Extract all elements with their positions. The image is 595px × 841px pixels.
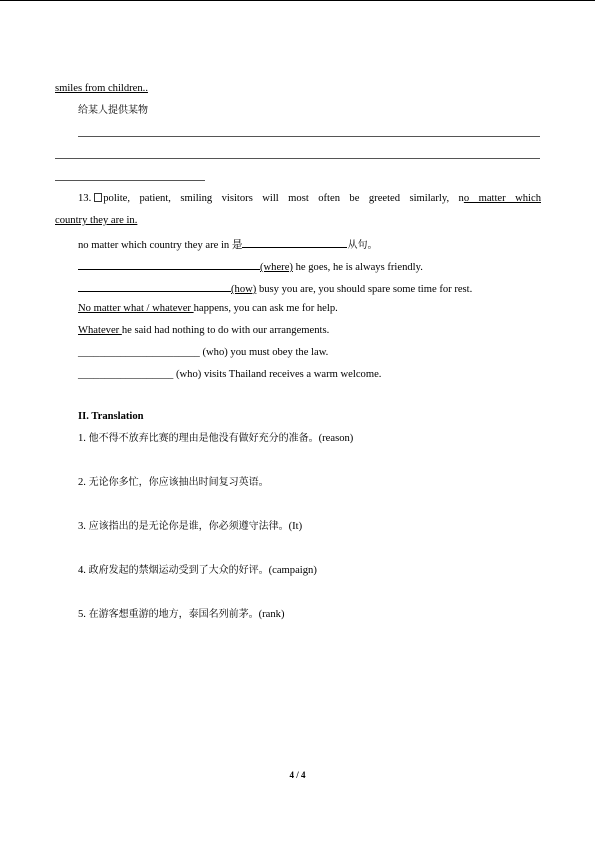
translation-item-3: [78, 520, 302, 534]
no-matter-tail: 从句。: [347, 240, 378, 251]
no-matter-phrase: no matter which country they are in 是: [78, 240, 243, 251]
no-matter-explanation: [78, 236, 377, 253]
translation-item-4: [78, 564, 317, 578]
example-where-word: (where): [260, 262, 293, 273]
answer-line-3[interactable]: [55, 180, 205, 181]
translation-item-cn: 在游客想重游的地方，泰国名列前茅。: [88, 609, 259, 620]
example-who-thailand: [78, 368, 381, 382]
text-cn-provide: 给某人提供某物: [78, 105, 148, 116]
example-how-word: (how): [231, 284, 257, 295]
translation-item-number: 2.: [78, 477, 86, 488]
example-whatever: [78, 302, 338, 316]
example-where: [78, 258, 423, 275]
example-where-rest: he goes, he is always friendly.: [292, 262, 423, 273]
example-whatever-said-rest: he said had nothing to do with our arrangements.: [121, 325, 330, 336]
answer-line-1[interactable]: [78, 136, 540, 137]
page-top-border: [0, 0, 595, 1]
translation-item-number: 1.: [78, 433, 86, 444]
fill-blank-who-1[interactable]: _______________________: [78, 347, 200, 358]
example-whatever-underlined: No matter what / whatever: [78, 303, 194, 314]
text-smiles-from-children: smiles from children..: [55, 83, 148, 94]
translation-item-2: [78, 476, 269, 490]
example-how: [78, 280, 472, 297]
q13-number: 13.: [78, 193, 92, 204]
missing-glyph-box-icon: [94, 193, 102, 202]
q13-underlined: o matter which: [463, 193, 541, 204]
answer-line-2[interactable]: [55, 158, 540, 159]
example-who-law-rest: (who) you must obey the law.: [199, 347, 329, 358]
translation-item-cn: 政府发起的禁烟运动受到了大众的好评。: [88, 565, 269, 576]
example-who-law: [78, 346, 328, 360]
q13-line-1: [78, 192, 541, 206]
q13-text: polite, patient, smiling visitors will most often be greeted similarly, n: [103, 193, 464, 204]
example-whatever-rest: happens, you can ask me for help.: [193, 303, 338, 314]
translation-item-5: [78, 608, 285, 622]
translation-item-cn: 应该指出的是无论你是谁，你必须遵守法律。: [88, 521, 289, 532]
translation-item-number: 5.: [78, 609, 86, 620]
translation-heading: II. Translation: [78, 411, 144, 422]
q13-line-2: country they are in.: [55, 215, 138, 226]
translation-item-hint: (It): [288, 521, 303, 532]
fill-blank-where[interactable]: [78, 258, 260, 270]
example-whatever-said-underlined: Whatever: [78, 325, 122, 336]
example-who-thailand-rest: (who) visits Thailand receives a warm welcome.: [173, 369, 382, 380]
fill-blank-who-2[interactable]: __________________: [78, 369, 174, 380]
translation-item-hint: (campaign): [268, 565, 317, 576]
translation-item-cn: 无论你多忙，你应该抽出时间复习英语。: [88, 477, 269, 488]
translation-item-cn: 他不得不放弃比赛的理由是他没有做好充分的准备。: [88, 433, 319, 444]
translation-item-number: 3.: [78, 521, 86, 532]
translation-item-number: 4.: [78, 565, 86, 576]
example-whatever-said: [78, 324, 329, 338]
example-how-rest: busy you are, you should spare some time for rest.: [256, 284, 473, 295]
translation-item-hint: (rank): [258, 609, 285, 620]
translation-item-1: [78, 432, 353, 446]
fill-blank-how[interactable]: [78, 280, 231, 292]
translation-item-hint: (reason): [318, 433, 354, 444]
fill-blank-clause-type[interactable]: [242, 236, 347, 248]
page-number: 4 / 4: [289, 770, 306, 780]
